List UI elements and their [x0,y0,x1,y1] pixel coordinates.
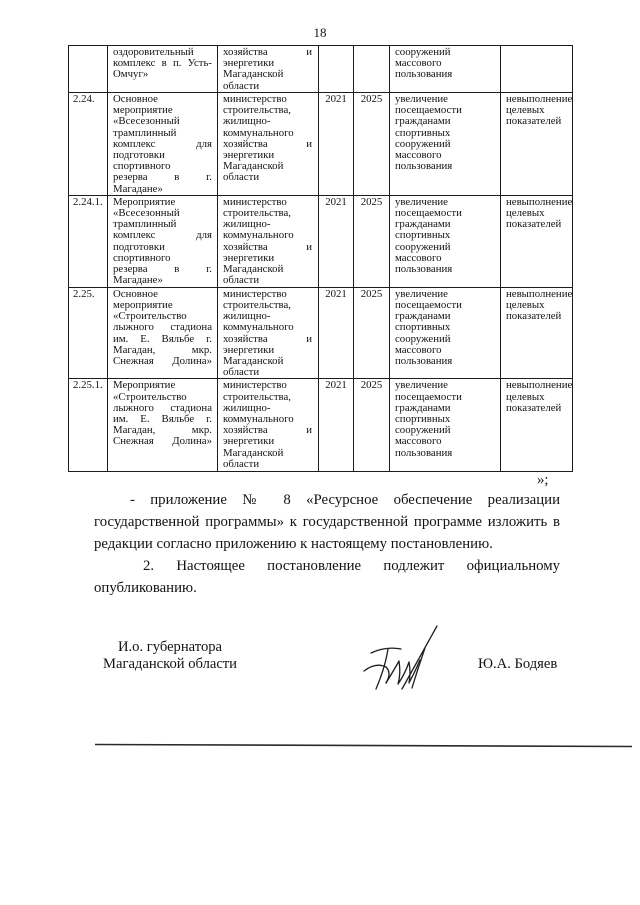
signature-stroke [364,665,389,683]
signatory-name: Ю.А. Бодяев [478,656,558,672]
cell-activity: Мероприятие «Строительство лыжного стадиона им. Е. Вяльбе г. Магадан, мкр. Снежная Долина» [108,379,218,472]
cell-result: увеличение посещаемости гражданами спортивных сооружений массового пользования [390,195,501,287]
cell-number: 2.24. [69,93,108,196]
cell-end-year: 2025 [354,287,390,379]
table-row [69,195,573,287]
cell-result: увеличение посещаемости гражданами спортивных сооружений массового пользования [390,379,501,472]
cell-executor: хозяйства и энергетики Магаданской области [218,46,319,93]
cell-start-year: 2021 [319,93,354,196]
cell-activity: оздоровительный комплекс в п. Усть- Омчуг» [108,46,218,93]
cell-start-year: 2021 [319,379,354,472]
signatory-position-line: И.о. губернатора [117,639,223,655]
signature-stroke [402,626,437,689]
cell-consequence: невыполнение целевых показателей [501,93,573,196]
signature-stroke [386,660,420,684]
cell-result: сооружений массового пользования [390,46,501,93]
cell-executor: министерство строительства, жилищно- коммунального хозяйства и энергетики Магаданской области [218,287,319,379]
cell-number: 2.24.1. [69,195,108,287]
signatory-position-line: Магаданской области [103,655,237,672]
cell-activity: Основное мероприятие «Строительство лыжного стадиона им. Е. Вяльбе г. Магадан, мкр. Снежная Долина» [108,287,218,379]
cell-executor: министерство строительства, жилищно- коммунального хозяйства и энергетики Магаданской области [218,93,319,196]
handwritten-signature [364,626,437,689]
table-row [69,287,573,379]
measures-table [68,45,573,472]
cell-start-year: 2021 [319,287,354,379]
cell-consequence: невыполнение целевых показателей [501,195,573,287]
signature-stroke [376,649,388,689]
closing-quote-mark: »; [537,472,549,488]
table-row [69,46,573,93]
table-row [69,379,573,472]
cell-consequence: невыполнение целевых показателей [501,287,573,379]
cell-activity: Мероприятие «Всесезонный трамплинный комплекс для подготовки спортивного резерва в г. Магадане» [108,195,218,287]
cell-end-year: 2025 [354,379,390,472]
cell-executor: министерство строительства, жилищно- коммунального хозяйства и энергетики Магаданской области [218,195,319,287]
signature-stroke [371,648,401,653]
amendment-paragraph: - приложение № 8 «Ресурсное обеспечение реализации государственной программы» к государственной программе изложить в редакции согласно приложению к настоящему постановлению. [94,492,560,552]
cell-consequence [501,46,573,93]
cell-number: 2.25.1. [69,379,108,472]
cell-activity: Основное мероприятие «Всесезонный трамплинный комплекс для подготовки спортивного резерва в г. Магадане» [108,93,218,196]
publication-paragraph: 2. Настоящее постановление подлежит официальному опубликованию. [94,558,560,596]
cell-start-year: 2021 [319,195,354,287]
page-number: 18 [313,25,327,40]
cell-start-year [319,46,354,93]
cell-end-year [354,46,390,93]
cell-result: увеличение посещаемости гражданами спортивных сооружений массового пользования [390,93,501,196]
bottom-rule [95,745,632,747]
cell-number: 2.25. [69,287,108,379]
signatory-position [80,639,260,672]
cell-executor: министерство строительства, жилищно- коммунального хозяйства и энергетики Магаданской области [218,379,319,472]
cell-consequence: невыполнение целевых показателей [501,379,573,472]
cell-result: увеличение посещаемости гражданами спортивных сооружений массового пользования [390,287,501,379]
signature-stroke [412,648,425,688]
cell-number [69,46,108,93]
cell-end-year: 2025 [354,195,390,287]
table-row [69,93,573,196]
cell-end-year: 2025 [354,93,390,196]
